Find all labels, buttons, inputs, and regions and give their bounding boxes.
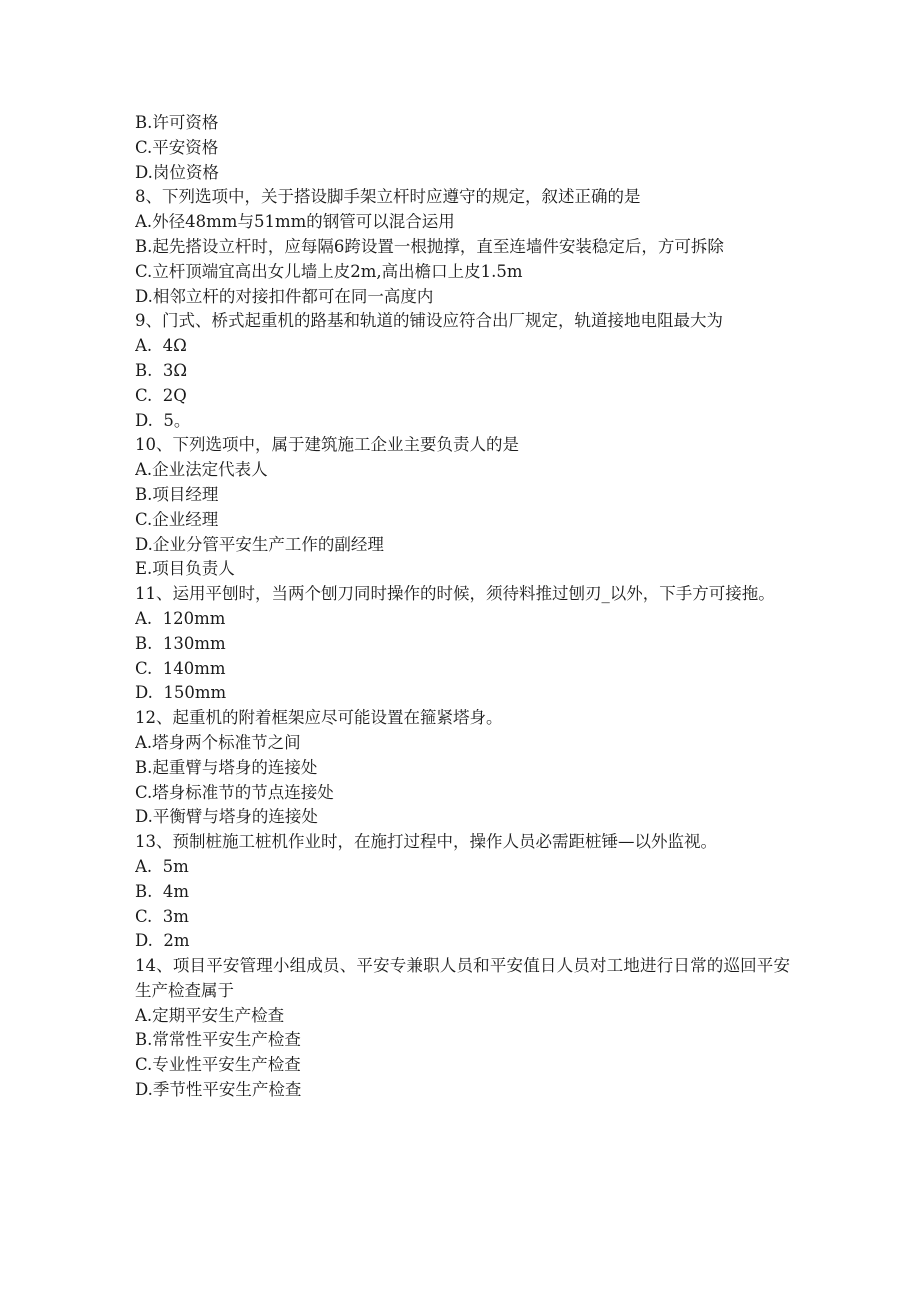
document-body	[135, 111, 790, 1103]
text-line: A.定期平安生产检查	[135, 1005, 285, 1025]
text-line: B.常常性平安生产检查	[135, 1030, 301, 1050]
text-line: D.岗位资格	[135, 162, 219, 182]
question-8: 8、下列选项中，关于搭设脚手架立杆时应遵守的规定，叙述正确的是	[135, 187, 641, 207]
text-line: C.塔身标准节的节点连接处	[135, 782, 334, 802]
question-13: 13、预制桩施工桩机作业时，在施打过程中，操作人员必需距桩锤—以外监视。	[135, 832, 717, 852]
text-line: D.相邻立杆的对接扣件都可在同一高度内	[135, 286, 434, 306]
text-line: C. 2Q	[135, 385, 187, 405]
question-14: 14、项目平安管理小组成员、平安专兼职人员和平安值日人员对工地进行日常的巡回平安生产检查属于	[135, 956, 790, 1000]
text-line: B. 130mm	[135, 633, 226, 653]
text-line: C.平安资格	[135, 137, 219, 157]
text-line: A. 120mm	[135, 608, 226, 628]
text-line: B. 3Ω	[135, 360, 188, 380]
question-11: 11、运用平刨时，当两个刨刀同时操作的时候，须待料推过刨刃_以外，下手方可接拖。	[135, 584, 775, 604]
text-line: A. 5m	[135, 856, 189, 876]
text-line: D.平衡臂与塔身的连接处	[135, 807, 318, 827]
text-line: B. 4m	[135, 881, 190, 901]
text-line: B.起重臂与塔身的连接处	[135, 757, 318, 777]
text-line: C.专业性平安生产检查	[135, 1055, 301, 1075]
text-line: D. 150mm	[135, 683, 227, 703]
text-line: E.项目负责人	[135, 559, 235, 579]
text-line: C. 140mm	[135, 658, 226, 678]
text-line: B.许可资格	[135, 113, 219, 132]
text-line: D.季节性平安生产检查	[135, 1080, 302, 1100]
text-line: B.起先搭设立杆时，应每隔6跨设置一根抛撑，直至连墙件安装稳定后，方可拆除	[135, 236, 724, 256]
text-line: B.项目经理	[135, 484, 219, 504]
question-10: 10、下列选项中，属于建筑施工企业主要负责人的是	[135, 435, 519, 455]
question-12: 12、起重机的附着框架应尽可能设置在箍紧塔身。	[135, 708, 503, 728]
text-line: A. 4Ω	[135, 336, 187, 356]
text-line: A.企业法定代表人	[135, 460, 268, 480]
text-line: D. 2m	[135, 931, 190, 951]
question-9: 9、门式、桥式起重机的路基和轨道的铺设应符合出厂规定，轨道接地电阻最大为	[135, 311, 723, 331]
text-line: A.外径48mm与51mm的钢管可以混合运用	[135, 212, 455, 232]
text-line: D. 5。	[135, 410, 191, 430]
text-line: D.企业分管平安生产工作的副经理	[135, 534, 384, 554]
text-line: C.立杆顶端宜高出女儿墙上皮2m,高出檐口上皮1.5m	[135, 261, 523, 281]
text-line: A.塔身两个标准节之间	[135, 732, 301, 752]
text-line: C.企业经理	[135, 509, 219, 529]
text-line: C. 3m	[135, 906, 189, 926]
